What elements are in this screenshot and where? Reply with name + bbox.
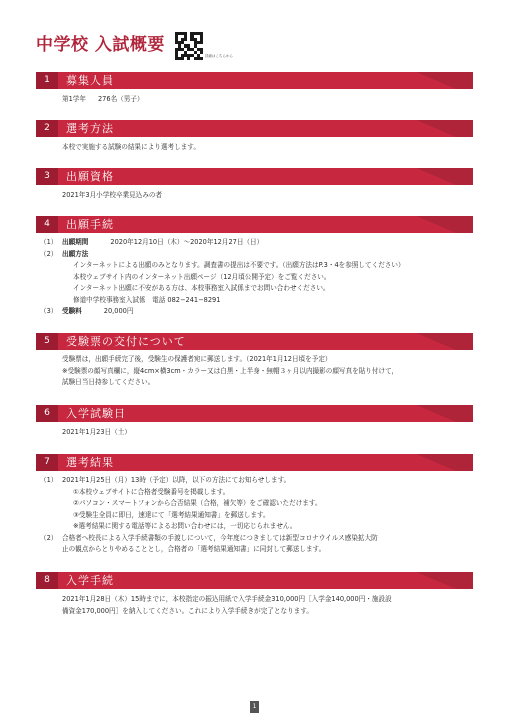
application-method-line: インターネットによる出願のみとなります。調査書の提出は不要です。（出願方法はP.3・4を参照してください） <box>73 261 405 269</box>
section-title: 入学試験日 <box>66 407 126 420</box>
capacity: 276名（男子） <box>97 95 144 103</box>
enrollment-line: 備資金170,000円］を納入してください。これにより入学手続きが完了となります。 <box>62 606 313 615</box>
section-number: 5 <box>44 336 50 346</box>
section-number: 3 <box>44 171 50 181</box>
application-period-value: 2020年12月10日（木）〜2020年12月27日（日） <box>110 238 264 246</box>
exam-fee-row: （3） 受験料 20,000円 <box>62 306 405 318</box>
section-4-content <box>40 237 405 318</box>
section-title: 選考方法 <box>66 122 114 135</box>
section-number: 1 <box>44 75 50 85</box>
qr-block <box>175 32 233 60</box>
section-title: 出願手続 <box>66 218 114 231</box>
exam-fee-value: 20,000円 <box>103 307 134 315</box>
application-period-row: （1） 出願期間 2020年12月10日（木）〜2020年12月27日（日） <box>62 237 405 249</box>
section-2-content <box>62 142 200 154</box>
section-header-1 <box>36 72 473 89</box>
enrollment-line: 2021年1月28日（木）15時までに，本校指定の振込用紙で入学手続金310,000円［入学金140,000円・施設設 <box>62 595 392 603</box>
section-8-content <box>62 594 392 617</box>
section-7-content <box>40 475 378 556</box>
selection-text: 本校で実施する試験の結果により選考します。 <box>62 143 200 151</box>
application-method-line: インターネット出願に不安がある方は、本校事務室入試係までお問い合わせください。 <box>73 284 330 292</box>
section-header-3 <box>36 168 473 185</box>
contact-line: 修道中学校事務室入試係 電話 082−241−8291 <box>73 295 221 304</box>
section-1-content <box>62 94 144 106</box>
section-header-4 <box>36 216 473 233</box>
section-5-content <box>62 354 398 389</box>
procedure-docs-line: 止の観点からとりやめることとし，合格者の「選考結果通知書」に同封して郵送します。 <box>62 545 326 553</box>
qr-caption: 詳細はこちらから <box>204 54 233 58</box>
procedure-docs-row: （2） 合格者へ校長による入学手続書類の手渡しについて，今年度につきましては新型コロナウイルス感染拡大防 <box>62 533 378 545</box>
section-number: 4 <box>44 219 50 229</box>
page-number: 1 <box>250 701 259 713</box>
admission-ticket-line: 受験票は，出願手続完了後，受験生の保護者宛に郵送します。（2021年1月12日頃を予定） <box>62 355 332 363</box>
application-method-label: 出願方法 <box>62 249 89 258</box>
section-title: 出願資格 <box>66 170 114 183</box>
section-number: 2 <box>44 123 50 133</box>
result-method-line: ③受験生全員に即日，速達にて「選考結果通知書」を郵送します。 <box>73 510 270 519</box>
result-notice-line: 2021年1月25日（月）13時（予定）以降，以下の方法にてお知らせします。 <box>62 476 291 484</box>
result-method-line: ②パソコン・スマートフォンから合否結果（合格，補欠等）をご確認いただけます。 <box>73 499 322 507</box>
grade: 第1学年 <box>62 95 86 103</box>
qr-code-icon[interactable] <box>175 32 203 60</box>
section-header-5 <box>36 333 473 350</box>
section-number: 6 <box>44 408 50 418</box>
application-method-row: （2） 出願方法 <box>62 249 405 261</box>
section-title: 選考結果 <box>66 456 114 469</box>
section-header-2 <box>36 120 473 137</box>
result-method-line: ①本校ウェブサイトに合格者受験番号を掲載します。 <box>73 487 230 496</box>
eligibility-text: 2021年3月小学校卒業見込みの者 <box>62 191 163 199</box>
section-number: 8 <box>44 575 50 585</box>
application-period-label: 出願期間 <box>62 238 89 246</box>
exam-fee-label: 受験料 <box>62 307 82 315</box>
section-title: 受験票の交付について <box>66 335 186 348</box>
result-notice-row: （1） 2021年1月25日（月）13時（予定）以降，以下の方法にてお知らせします。 <box>62 475 378 487</box>
page-title: 中学校 入試概要 <box>36 35 165 55</box>
section-6-content <box>62 427 131 439</box>
section-title: 募集人員 <box>66 74 114 87</box>
admission-ticket-line: ※受験票の顔写真欄に，縦4cm×横3cm・カラー又は白黒・上半身・無帽３ヶ月以内撮影の顔写真を貼り付けて， <box>62 366 399 375</box>
section-header-8 <box>36 572 473 589</box>
application-method-line: 本校ウェブサイト内のインターネット出願ページ（12月頃公開予定）をご覧ください。 <box>73 272 331 281</box>
page-header <box>36 34 233 60</box>
section-title: 入学手続 <box>66 574 114 587</box>
section-3-content <box>62 190 162 202</box>
admission-ticket-line: 試験日当日持参してください。 <box>62 378 155 386</box>
section-header-6 <box>36 405 473 422</box>
section-header-7 <box>36 454 473 471</box>
result-note-line: ※選考結果に関する電話等によるお問い合わせには，一切応じられません。 <box>73 522 297 530</box>
section-number: 7 <box>44 457 50 467</box>
procedure-docs-line: 合格者へ校長による入学手続書類の手渡しについて，今年度につきましては新型コロナウイルス感染拡大防 <box>62 533 378 542</box>
exam-date: 2021年1月23日（土） <box>62 428 131 436</box>
